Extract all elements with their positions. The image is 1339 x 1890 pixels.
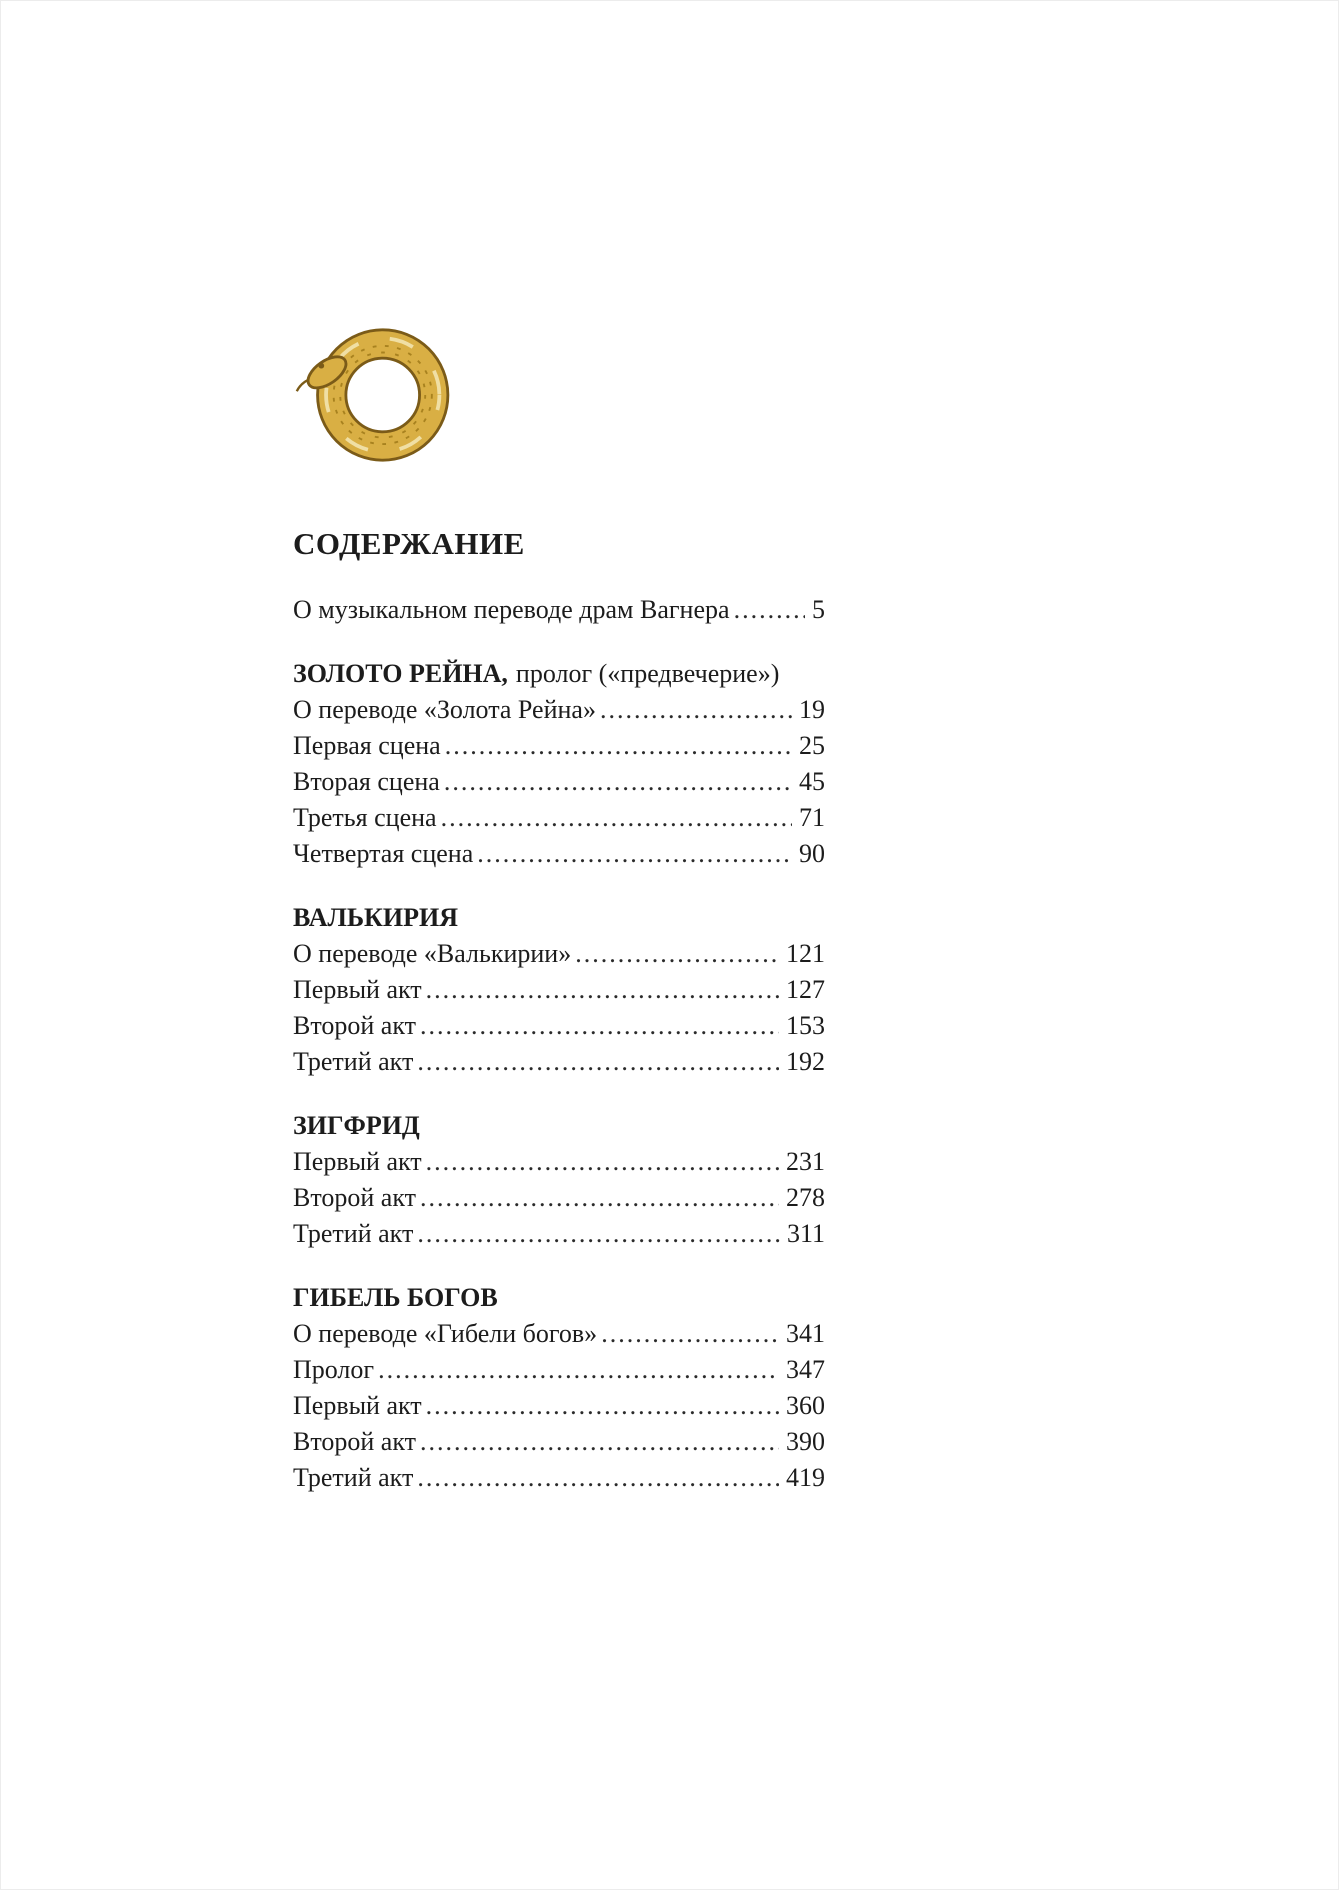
section-heading bbox=[293, 1280, 825, 1316]
ouroboros-ring-icon bbox=[293, 310, 463, 480]
section-heading-main: ВАЛЬКИРИЯ bbox=[293, 903, 459, 932]
section-heading bbox=[293, 656, 825, 692]
dot-leader bbox=[601, 1316, 779, 1352]
dot-leader bbox=[420, 1424, 779, 1460]
toc-entry-page: 71 bbox=[799, 803, 825, 832]
dot-leader bbox=[426, 972, 779, 1008]
toc-entry bbox=[293, 836, 825, 872]
toc-entry-page: 45 bbox=[799, 767, 825, 796]
dot-leader bbox=[445, 728, 792, 764]
toc-entry-label: О переводе «Валькирии» bbox=[293, 939, 572, 968]
toc-entry-page: 5 bbox=[812, 595, 825, 624]
toc-entry-page: 390 bbox=[786, 1427, 825, 1456]
toc-section-valkiriya bbox=[293, 900, 825, 1080]
toc-entry bbox=[293, 972, 825, 1008]
toc-entry-page: 347 bbox=[786, 1355, 825, 1384]
dot-leader bbox=[420, 1008, 779, 1044]
dot-leader bbox=[417, 1044, 779, 1080]
toc-entry-page: 90 bbox=[799, 839, 825, 868]
toc-entry-label: О переводе «Гибели богов» bbox=[293, 1319, 598, 1348]
toc-entry-page: 231 bbox=[786, 1147, 825, 1176]
toc-entry-page: 419 bbox=[786, 1463, 825, 1492]
toc-entry bbox=[293, 1044, 825, 1080]
toc-entry-page: 25 bbox=[799, 731, 825, 760]
table-of-contents bbox=[293, 592, 825, 1496]
toc-entry-label: Первая сцена bbox=[293, 731, 441, 760]
dot-leader bbox=[417, 1460, 779, 1496]
toc-entry-label: Первый акт bbox=[293, 1391, 422, 1420]
dot-leader bbox=[420, 1180, 779, 1216]
toc-entry bbox=[293, 1144, 825, 1180]
toc-entry-label: Третий акт bbox=[293, 1219, 414, 1248]
toc-content bbox=[293, 310, 825, 1496]
section-heading-main: ЗОЛОТО РЕЙНА, bbox=[293, 659, 508, 688]
dot-leader bbox=[417, 1216, 780, 1252]
toc-entry-label: Второй акт bbox=[293, 1183, 416, 1212]
toc-entry-page: 360 bbox=[786, 1391, 825, 1420]
toc-entry-label: Третья сцена bbox=[293, 803, 437, 832]
toc-entry bbox=[293, 1008, 825, 1044]
toc-section-gibel-bogov bbox=[293, 1280, 825, 1496]
section-heading-sub: пролог («предвечерие») bbox=[515, 659, 780, 688]
toc-entry bbox=[293, 1352, 825, 1388]
toc-section-zoloto-reyna bbox=[293, 656, 825, 872]
dot-leader bbox=[600, 692, 792, 728]
toc-entry-label: О переводе «Золота Рейна» bbox=[293, 695, 596, 724]
toc-entry-page: 121 bbox=[786, 939, 825, 968]
toc-entry-page: 341 bbox=[786, 1319, 825, 1348]
toc-entry-page: 278 bbox=[786, 1183, 825, 1212]
toc-entry bbox=[293, 592, 825, 628]
dot-leader bbox=[426, 1144, 779, 1180]
section-heading-main: ГИБЕЛЬ БОГОВ bbox=[293, 1283, 498, 1312]
dot-leader bbox=[441, 800, 792, 836]
toc-entry bbox=[293, 1180, 825, 1216]
toc-entry bbox=[293, 800, 825, 836]
toc-entry bbox=[293, 1460, 825, 1496]
toc-entry-page: 153 bbox=[786, 1011, 825, 1040]
toc-entry-label: Второй акт bbox=[293, 1011, 416, 1040]
toc-entry bbox=[293, 936, 825, 972]
toc-entry-page: 192 bbox=[786, 1047, 825, 1076]
toc-entry-label: Четвертая сцена bbox=[293, 839, 474, 868]
toc-entry-label: Третий акт bbox=[293, 1463, 414, 1492]
toc-entry bbox=[293, 692, 825, 728]
toc-entry-page: 19 bbox=[799, 695, 825, 724]
section-heading bbox=[293, 900, 825, 936]
toc-entry-label: Первый акт bbox=[293, 1147, 422, 1176]
dot-leader bbox=[575, 936, 779, 972]
toc-entry-label: О музыкальном переводе драм Вагнера bbox=[293, 595, 730, 624]
section-heading bbox=[293, 1108, 825, 1144]
toc-section-zigfrid bbox=[293, 1108, 825, 1252]
toc-entry-label: Третий акт bbox=[293, 1047, 414, 1076]
toc-entry bbox=[293, 1316, 825, 1352]
ouroboros-ring-ornament bbox=[293, 310, 463, 480]
dot-leader bbox=[444, 764, 792, 800]
dot-leader bbox=[477, 836, 792, 872]
page-title: СОДЕРЖАНИЕ bbox=[293, 526, 525, 561]
toc-entry-page: 311 bbox=[786, 1219, 825, 1248]
toc-entry bbox=[293, 1388, 825, 1424]
toc-entry bbox=[293, 728, 825, 764]
section-heading-main: ЗИГФРИД bbox=[293, 1111, 420, 1140]
toc-entry-label: Первый акт bbox=[293, 975, 422, 1004]
toc-entry-label: Вторая сцена bbox=[293, 767, 440, 796]
toc-entry-label: Второй акт bbox=[293, 1427, 416, 1456]
toc-entry-page: 127 bbox=[786, 975, 825, 1004]
toc-entry bbox=[293, 764, 825, 800]
toc-entry bbox=[293, 1424, 825, 1460]
dot-leader bbox=[378, 1352, 779, 1388]
toc-entry bbox=[293, 1216, 825, 1252]
dot-leader bbox=[734, 592, 805, 628]
toc-entry-label: Пролог bbox=[293, 1355, 375, 1384]
dot-leader bbox=[426, 1388, 779, 1424]
